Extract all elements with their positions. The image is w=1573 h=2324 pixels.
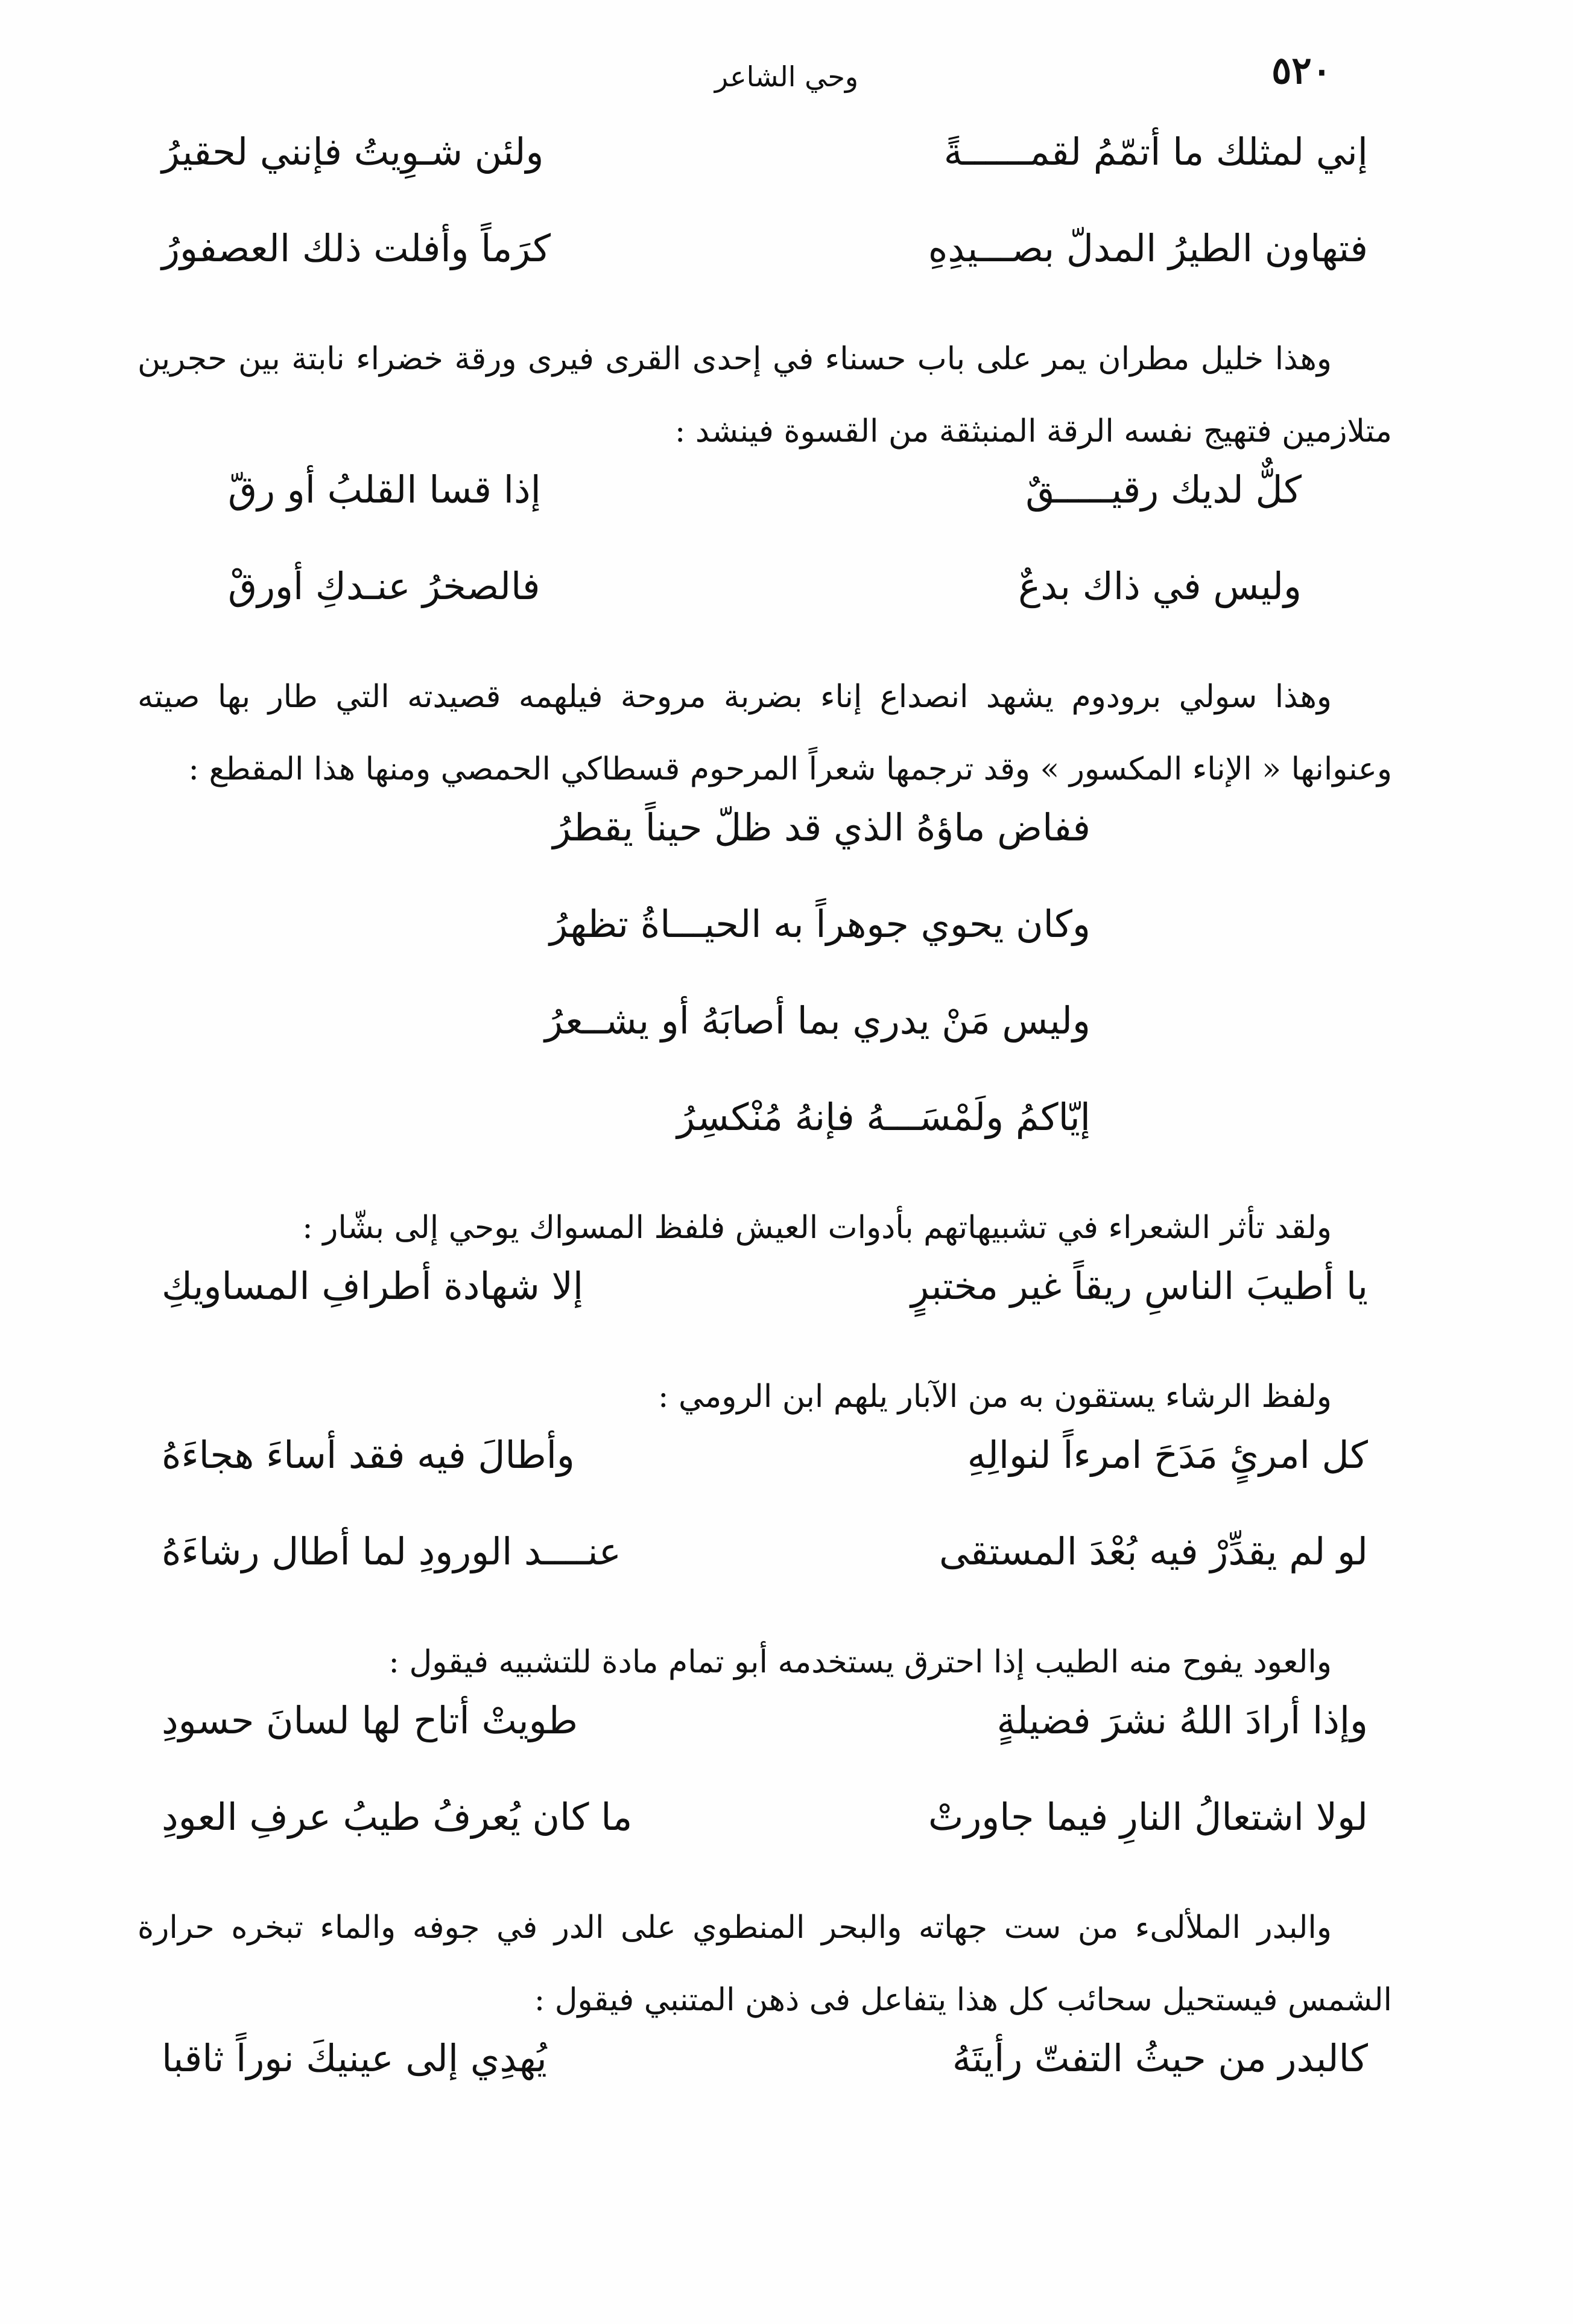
verse-first-hemistich: كلٌّ لديك رقيـــــقٌ — [1025, 468, 1302, 512]
verse-second-hemistich: إلا شهادة أطرافِ المساويكِ — [162, 1264, 584, 1308]
prose-paragraph: والعود يفوح منه الطيب إذا احترق يستخدمه أبو تمام مادة للتشبيه فيقول : — [388, 1644, 1332, 1680]
verse-second-hemistich: إذا قسا القلبُ أو رقّ — [228, 468, 541, 512]
verse-line — [138, 226, 1392, 323]
verse-line — [138, 1264, 1392, 1360]
prose-paragraph: وهذا سولي برودوم يشهد انصداع إناء بضربة مروحة فيلهمه قصيدته التي طار بها صيته وعنوانها « الإناء المكسور » وقد ترجمها شعراً المرحوم قسطاكي الحمصي ومنها هذا المقطع : — [138, 679, 1392, 787]
verse-line: وكان يحوي جوهراً به الحيـــاةُ تظهرُ — [549, 902, 1090, 946]
prose-paragraph: والبدر الملألىء من ست جهاته والبحر المنطوي على الدر في جوفه والماء تبخره حرارة الشمس فيستحيل سحائب كل هذا يتفاعل فى ذهن المتنبي فيقول : — [138, 1910, 1392, 2018]
verse-second-hemistich: يُهدِي إلى عينيكَ نوراً ثاقبا — [162, 2036, 547, 2080]
verse-line — [138, 1433, 1392, 1529]
verse-first-hemistich: لو لم يقدِّرْ فيه بُعْدَ المستقى — [938, 1529, 1368, 1573]
verse-first-hemistich: كالبدر من حيثُ التفتّ رأيتَهُ — [952, 2036, 1368, 2080]
verse-first-hemistich: إني لمثلك ما أتمّمُ لقمــــــةً — [943, 130, 1368, 174]
verse-line — [138, 1529, 1392, 1626]
verse-line — [138, 468, 1392, 564]
verse-second-hemistich: وأطالَ فيه فقد أساءَ هجاءَهُ — [162, 1433, 575, 1477]
verse-first-hemistich: وإذا أرادَ اللهُ نشرَ فضيلةٍ — [996, 1698, 1368, 1742]
verse-line: وليس مَنْ يدري بما أصابَهُ أو يشــعرُ — [545, 998, 1090, 1043]
page-content — [138, 130, 1392, 2133]
verse-line: إيّاكمُ ولَمْسَـــهُ فإنهُ مُنْكسِرُ — [677, 1095, 1090, 1139]
page-number: ٥٢٠ — [1271, 48, 1332, 92]
verse-second-hemistich: فالصخرُ عنـدكِ أورقْ — [228, 564, 540, 608]
verse-line — [138, 130, 1392, 226]
verse-line — [138, 1795, 1392, 1891]
verse-first-hemistich: يا أطيبَ الناسِ ريقاً غير مختبرٍ — [911, 1264, 1368, 1308]
verse-first-hemistich: لولا اشتعالُ النارِ فيما جاورتْ — [928, 1795, 1368, 1839]
verse-first-hemistich: وليس في ذاك بدعٌ — [1018, 564, 1302, 608]
verse-line: ففاض ماؤهُ الذي قد ظلّ حيناً يقطرُ — [552, 805, 1090, 849]
page-header — [0, 48, 1573, 115]
verse-second-hemistich: طويتْ أتاح لها لسانَ حسودِ — [162, 1698, 578, 1742]
verse-first-hemistich: فتهاون الطيرُ المدلّ بصـــيدِهِ — [928, 226, 1368, 270]
prose-paragraph: وهذا خليل مطران يمر على باب حسناء في إحدى القرى فيرى ورقة خضراء نابتة بين حجرين متلازمين فتهيج نفسه الرقة المنبثقة من القسوة فينشد : — [138, 341, 1392, 449]
verse-second-hemistich: عنــــد الورودِ لما أطال رشاءَهُ — [162, 1529, 621, 1573]
verse-second-hemistich: ما كان يُعرفُ طيبُ عرفِ العودِ — [162, 1795, 633, 1839]
verse-line — [138, 1698, 1392, 1795]
running-title: وحي الشاعر — [714, 60, 859, 93]
verse-line — [138, 2036, 1392, 2133]
prose-paragraph: ولقد تأثر الشعراء في تشبيهاتهم بأدوات العيش فلفظ المسواك يوحي إلى بشّار : — [302, 1210, 1332, 1246]
verse-second-hemistich: كرَماً وأفلت ذلك العصفورُ — [162, 226, 551, 270]
verse-line — [138, 564, 1392, 661]
verse-first-hemistich: كل امرئٍ مَدَحَ امرءاً لنوالِهِ — [967, 1433, 1368, 1477]
verse-second-hemistich: ولئن شـوِيتُ فإنني لحقيرُ — [162, 130, 544, 174]
prose-paragraph: ولفظ الرشاء يستقون به من الآبار يلهم ابن الرومي : — [657, 1379, 1332, 1415]
